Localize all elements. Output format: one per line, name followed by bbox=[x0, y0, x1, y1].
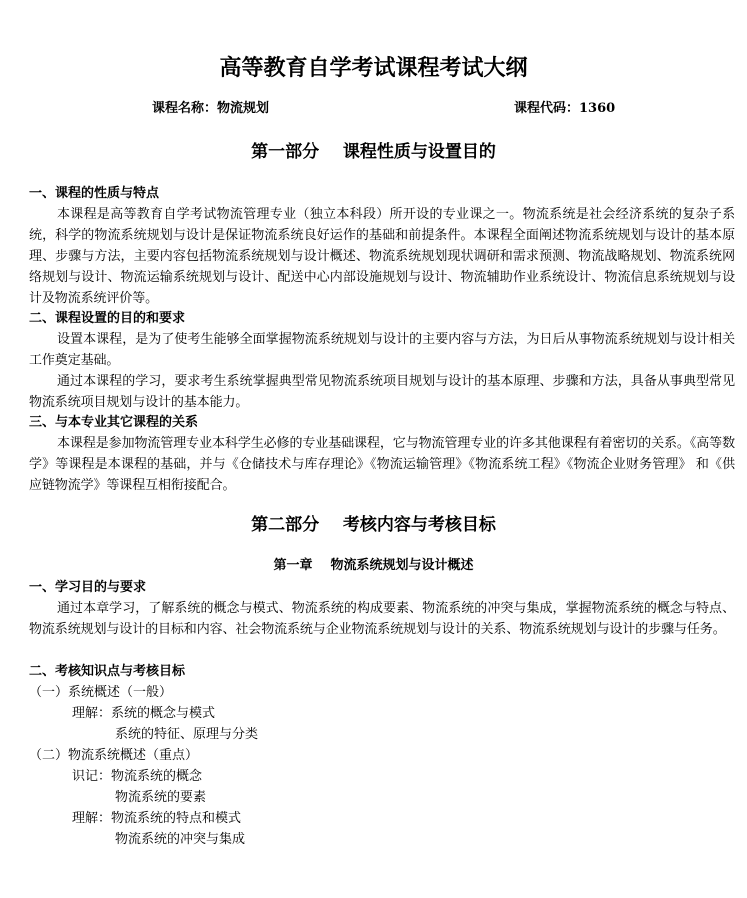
paragraph-purpose-2: 通过本课程的学习，要求考生系统掌握典型常见物流系统项目规划与设计的基本原理、步骤和方法，具备从事典型常见物流系统项目规划与设计的基本能力。 bbox=[29, 374, 735, 410]
document-title: 高等教育自学考试课程考试大纲 bbox=[219, 55, 528, 81]
chapter1-title: 第一章 物流系统规划与设计概述 bbox=[273, 558, 474, 573]
outline-item: 理解：系统的概念与模式 bbox=[72, 706, 216, 721]
outline-item: （二）物流系统概述（重点） bbox=[29, 748, 199, 763]
paragraph-relation: 本课程是参加物流管理专业本科学生必修的专业基础课程，它与物流管理专业的许多其他课程有着密切的关系。《高等数学》等课程是本课程的基础，并与《仓储技术与库存理论》《物流运输管理》《物流系统工程》《物流企业财务管理》 和《供应链物流学》等课程互相衔接配合。 bbox=[29, 436, 735, 493]
part1-title: 第一部分 课程性质与设置目的 bbox=[251, 142, 496, 162]
section-heading-knowledge-points: 二、考核知识点与考核目标 bbox=[29, 664, 186, 679]
section-heading-nature: 一、课程的性质与特点 bbox=[29, 186, 160, 201]
outline-item: （一）系统概述（一般） bbox=[29, 685, 173, 700]
outline-item: 系统的特征、原理与分类 bbox=[115, 727, 259, 742]
course-name: 课程名称：物流规划 bbox=[152, 101, 270, 116]
outline-item: 识记：物流系统的概念 bbox=[72, 769, 203, 784]
part2-title: 第二部分 考核内容与考核目标 bbox=[251, 515, 496, 535]
paragraph-nature: 本课程是高等教育自学考试物流管理专业（独立本科段）所开设的专业课之一。物流系统是社会经济系统的复杂子系统，科学的物流系统规划与设计是保证物流系统良好运作的基础和前提条件。本课程全面阐述物流系统规划与设计的基本原理、步骤与方法，主要内容包括物流系统规划与设计概述、物流系统规划现状调研和需求预测、物流战略规划、物流系统网络规划与设计、物流运输系统规划与设计、配送中心内部设施规划与设计、物流辅助作业系统设计、物流信息系统规划与设计及物流系统评价等。 bbox=[29, 207, 735, 306]
section-heading-relation: 三、与本专业其它课程的关系 bbox=[29, 415, 199, 430]
course-code: 课程代码：1360 bbox=[514, 101, 616, 116]
outline-item: 物流系统的冲突与集成 bbox=[115, 832, 246, 847]
section-heading-objectives: 一、学习目的与要求 bbox=[29, 580, 147, 595]
paragraph-purpose-1: 设置本课程，是为了使考生能够全面掌握物流系统规划与设计的主要内容与方法，为日后从事物流系统规划与设计相关工作奠定基础。 bbox=[29, 332, 735, 368]
outline-item: 理解：物流系统的特点和模式 bbox=[72, 811, 242, 826]
section-heading-purpose: 二、课程设置的目的和要求 bbox=[29, 311, 186, 326]
paragraph-objectives: 通过本章学习，了解系统的概念与模式、物流系统的构成要素、物流系统的冲突与集成，掌握物流系统的概念与特点、物流系统规划与设计的目标和内容、社会物流系统与企业物流系统规划与设计的关系、物流系统规划与设计的步骤与任务。 bbox=[29, 601, 735, 637]
outline-item: 物流系统的要素 bbox=[115, 790, 207, 805]
